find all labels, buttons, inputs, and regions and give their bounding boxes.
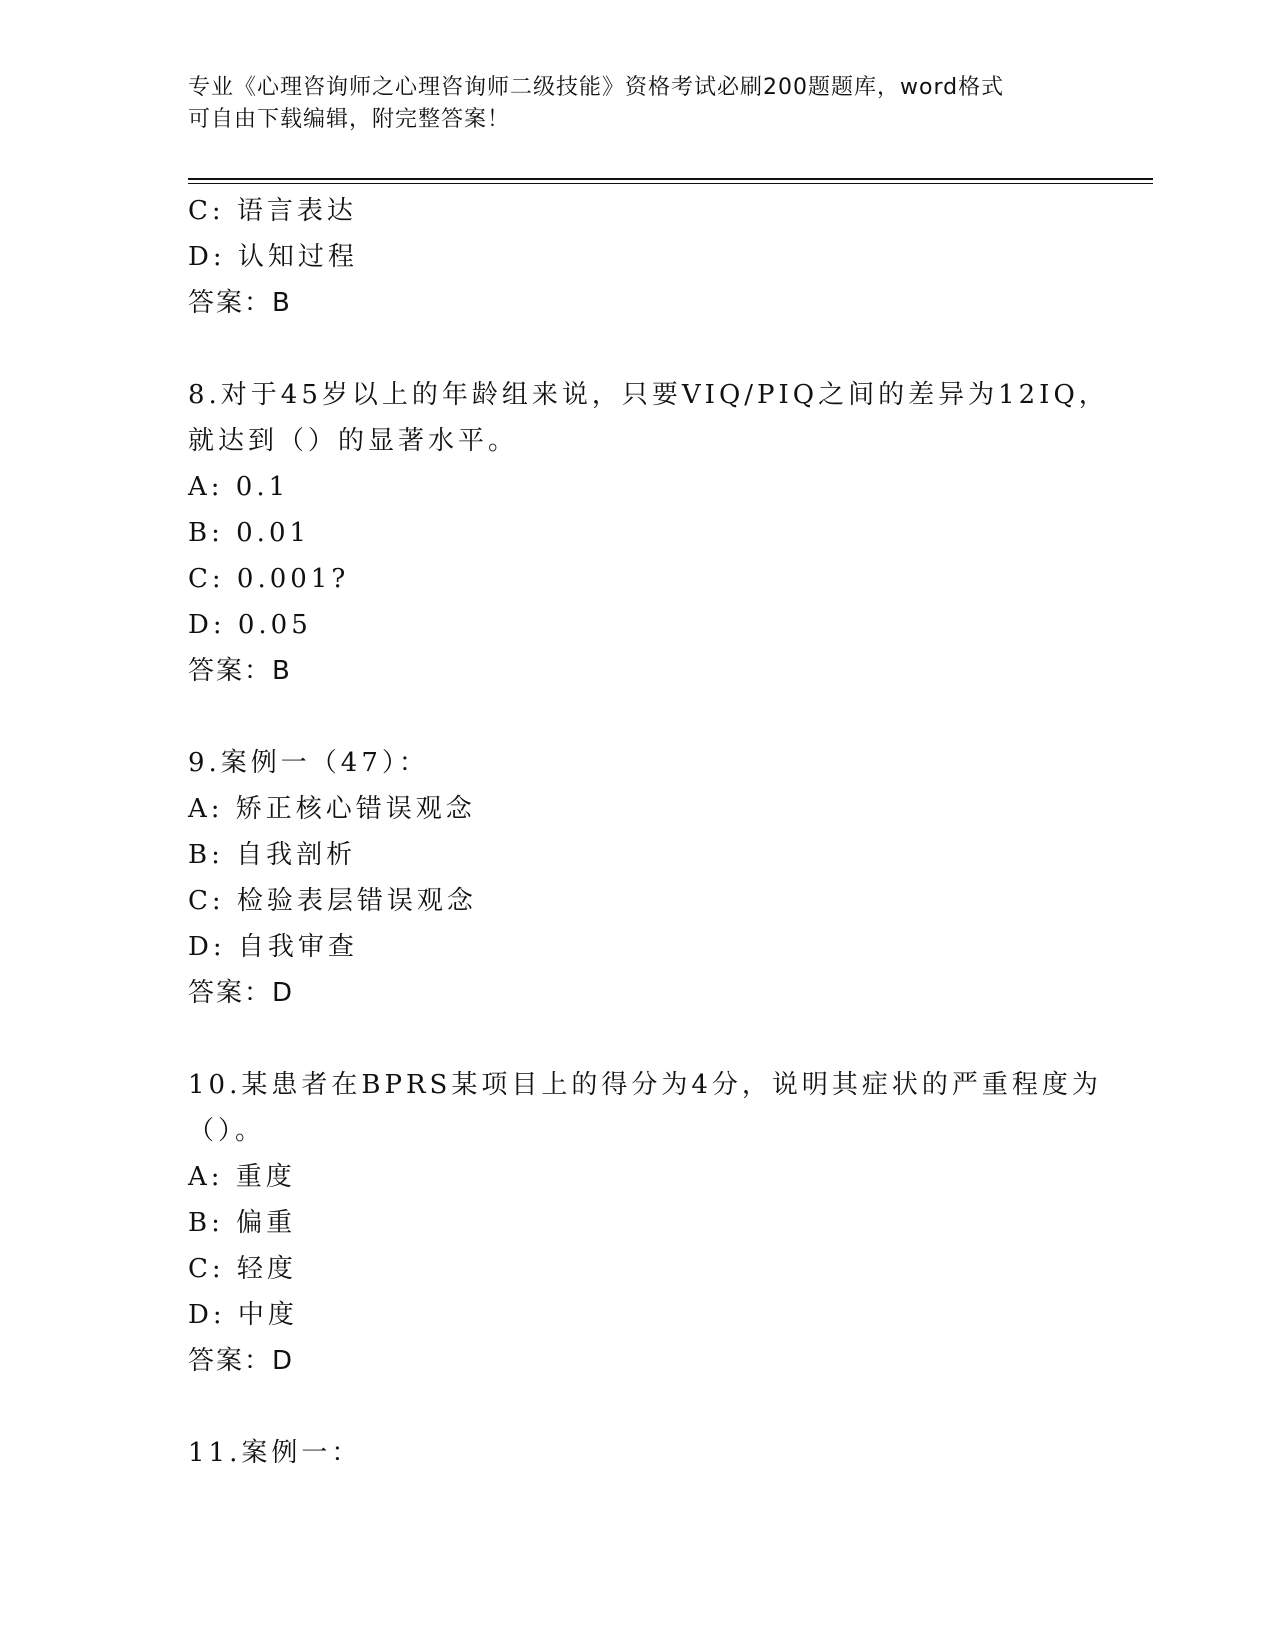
question-text: 11.案例一： — [188, 1438, 362, 1468]
spacer — [188, 694, 1088, 740]
spacer — [188, 1016, 1088, 1062]
option-d: D: 0.05 — [188, 610, 312, 640]
previous-question-tail — [188, 188, 1088, 326]
page-header — [188, 72, 1088, 136]
question-list — [188, 188, 1109, 1476]
option-b: B: 自我剖析 — [188, 840, 357, 870]
option-a: A: 重度 — [188, 1162, 296, 1192]
header-title-line-1: 专业《心理咨询师之心理咨询师二级技能》资格考试必刷200题题库，word格式 — [188, 75, 1005, 100]
option-d: D: 自我审查 — [188, 932, 358, 962]
question-text: 10.某患者在BPRS某项目上的得分为4分，说明其症状的严重程度为 — [188, 1070, 1102, 1100]
answer-line: 答案：D — [188, 978, 295, 1008]
option-a: A: 矫正核心错误观念 — [188, 794, 476, 824]
question-text: 9.案例一（47）： — [188, 748, 429, 778]
header-divider-thin — [188, 183, 1153, 184]
header-title-line-2: 可自由下载编辑，附完整答案！ — [188, 107, 511, 132]
answer-line: 答案：B — [188, 656, 292, 686]
question-text: 8.对于45岁以上的年龄组来说，只要VIQ/PIQ之间的差异为12IQ， — [188, 380, 1109, 410]
header-divider — [188, 178, 1153, 180]
option-c: C: 检验表层错误观念 — [188, 886, 477, 916]
question-text-continued: （）。 — [188, 1116, 266, 1146]
question-text-continued: 就达到（）的显著水平。 — [188, 426, 519, 456]
answer-line: 答案：D — [188, 1346, 295, 1376]
option-d: D: 认知过程 — [188, 242, 358, 272]
option-d: D: 中度 — [188, 1300, 298, 1330]
option-b: B: 偏重 — [188, 1208, 297, 1238]
spacer — [188, 1384, 1088, 1430]
option-c: C: 轻度 — [188, 1254, 297, 1284]
option-c: C: 0.001? — [188, 564, 350, 594]
question-10 — [188, 1062, 1102, 1384]
spacer — [188, 326, 1088, 372]
option-c: C: 语言表达 — [188, 196, 357, 226]
answer-line: 答案：B — [188, 288, 292, 318]
question-9 — [188, 740, 1088, 1016]
option-b: B: 0.01 — [188, 518, 311, 548]
option-a: A: 0.1 — [188, 472, 290, 502]
question-11 — [188, 1430, 1088, 1476]
question-8 — [188, 372, 1109, 694]
